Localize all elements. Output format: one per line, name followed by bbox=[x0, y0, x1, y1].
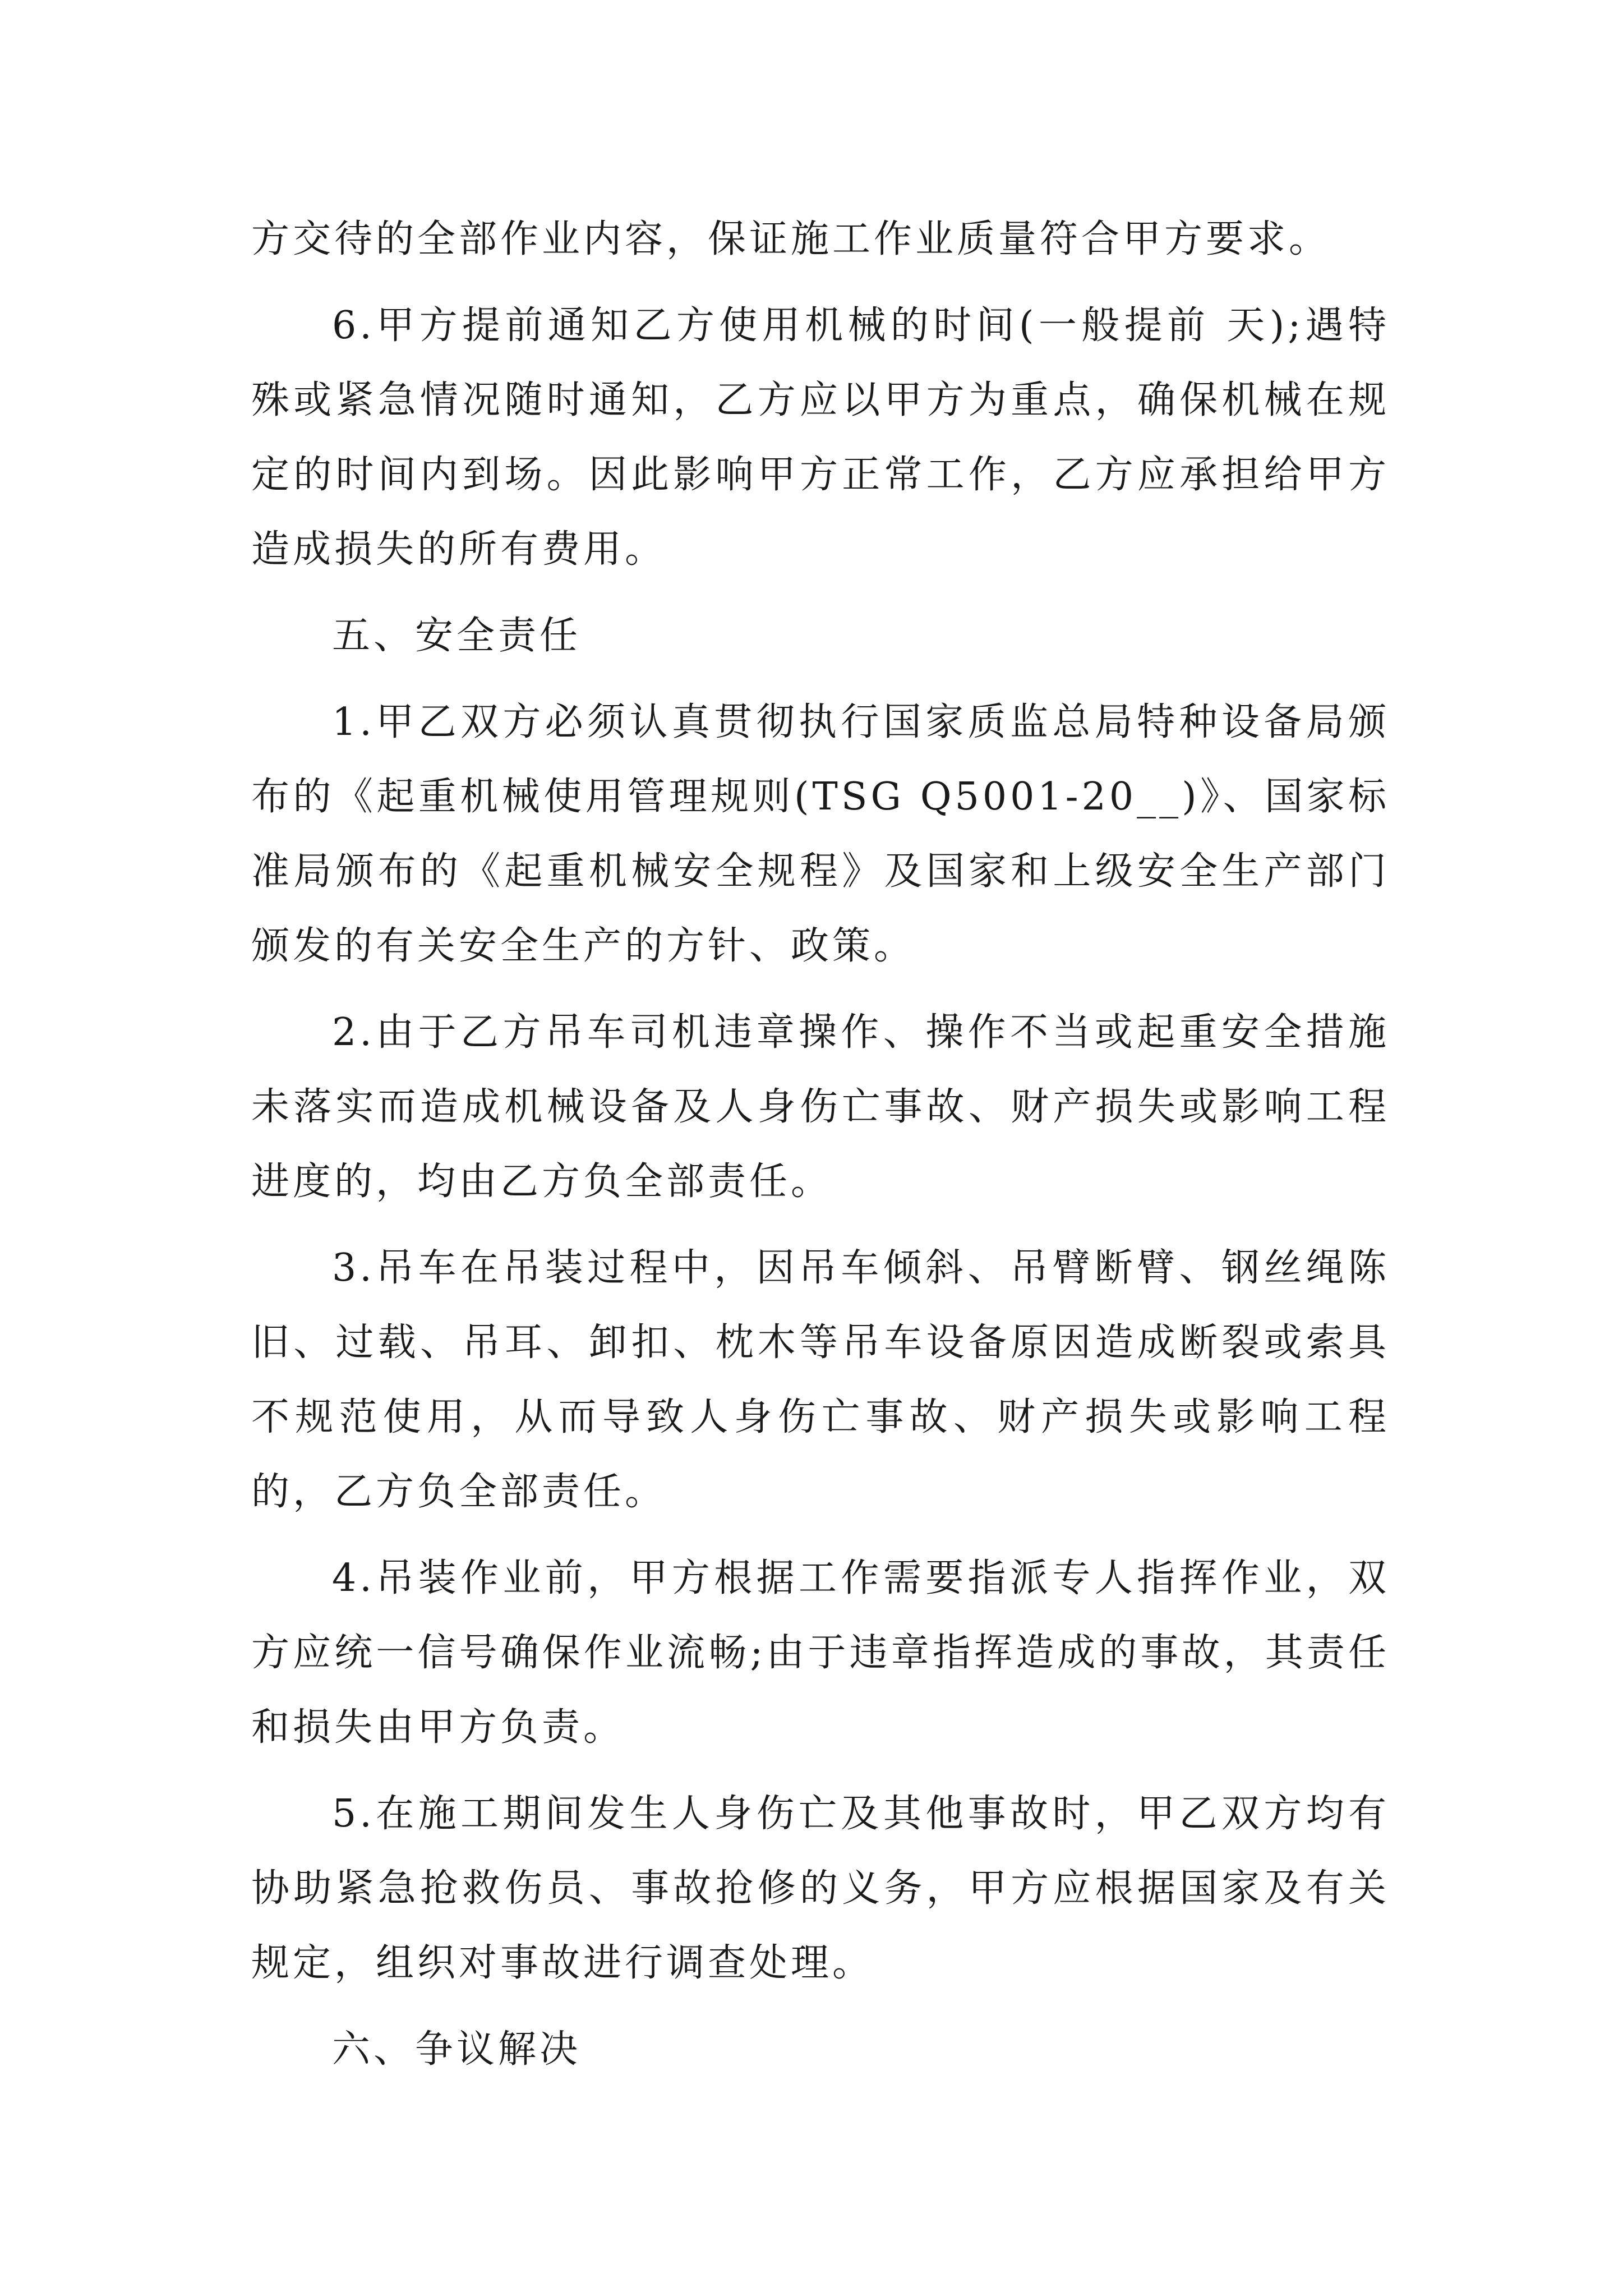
paragraph-continuation: 方交待的全部作业内容，保证施工作业质量符合甲方要求。 bbox=[251, 217, 1331, 261]
paragraph-safety-5: 5.在施工期间发生人身伤亡及其他事故时，甲乙双方均有协助紧急抢救伤员、事故抢修的义务，甲方应根据国家及有关规定，组织对事故进行调查处理。 bbox=[251, 1792, 1390, 1985]
document-body bbox=[251, 202, 1390, 2099]
paragraph-item-6: 6.甲方提前通知乙方使用机械的时间(一般提前 天);遇特殊或紧急情况随时通知，乙方应以甲方为重点，确保机械在规定的时间内到场。因此影响甲方正常工作，乙方应承担给甲方造成损失的所有费用。 bbox=[251, 303, 1390, 572]
paragraph-safety-1: 1.甲乙双方必须认真贯彻执行国家质监总局特种设备局颁布的《起重机械使用管理规则(TSG Q5001-20__)》、国家标准局颁布的《起重机械安全规程》及国家和上级安全生产部门颁发的有关安全生产的方针、政策。 bbox=[251, 700, 1390, 968]
section-heading-dispute: 六、争议解决 bbox=[332, 2027, 582, 2072]
paragraph-safety-2: 2.由于乙方吊车司机违章操作、操作不当或起重安全措施未落实而造成机械设备及人身伤亡事故、财产损失或影响工程进度的，均由乙方负全部责任。 bbox=[251, 1010, 1390, 1204]
paragraph-safety-4: 4.吊装作业前，甲方根据工作需要指派专人指挥作业，双方应统一信号确保作业流畅;由于违章指挥造成的事故，其责任和损失由甲方负责。 bbox=[251, 1556, 1390, 1750]
section-heading-safety: 五、安全责任 bbox=[332, 614, 582, 658]
paragraph-safety-3: 3.吊车在吊装过程中，因吊车倾斜、吊臂断臂、钢丝绳陈旧、过载、吊耳、卸扣、枕木等吊车设备原因造成断裂或索具不规范使用，从而导致人身伤亡事故、财产损失或影响工程的，乙方负全部责任。 bbox=[251, 1246, 1390, 1514]
